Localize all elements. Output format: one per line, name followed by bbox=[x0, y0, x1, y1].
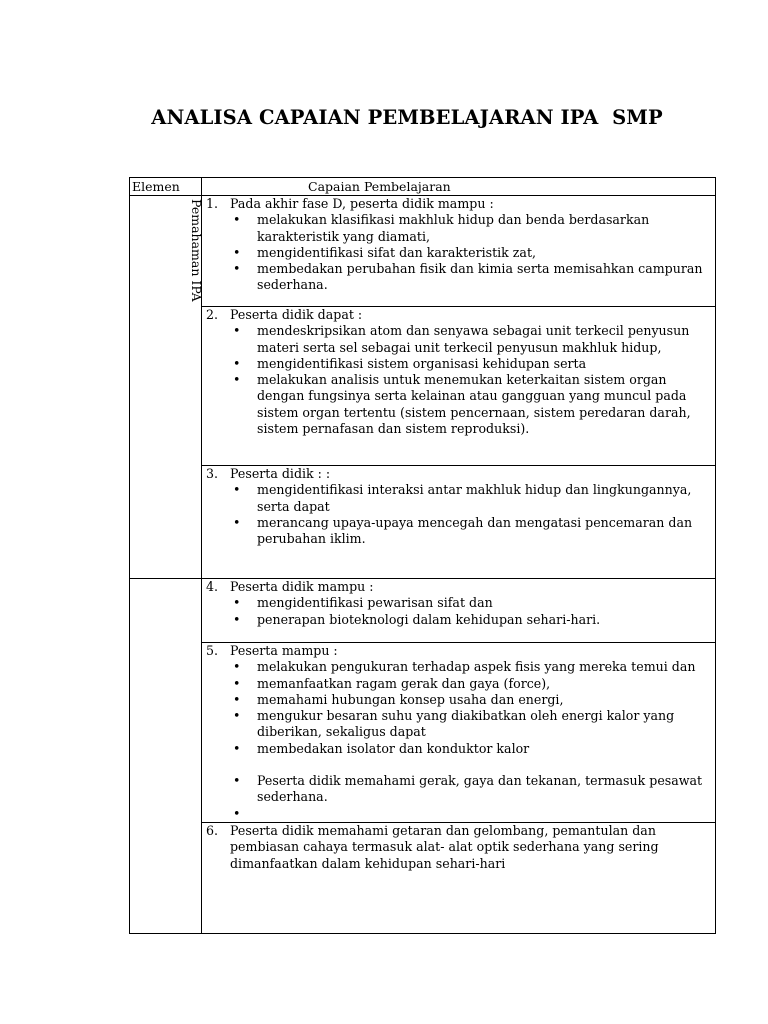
bullet-item bbox=[230, 806, 709, 822]
table-header-row bbox=[130, 178, 716, 196]
element-cell-empty bbox=[130, 579, 202, 934]
bullet-marker: • bbox=[233, 595, 241, 611]
bullet-item bbox=[230, 482, 709, 515]
bullet-text: mengidentifikasi sifat dan karakteristik zat, bbox=[257, 244, 537, 260]
cp-block-1 bbox=[202, 196, 715, 294]
item-number: 2. bbox=[206, 307, 219, 322]
bullet-item bbox=[230, 515, 709, 548]
bullet-list bbox=[206, 482, 709, 547]
item-number: 3. bbox=[206, 466, 219, 481]
bullet-text: melakukan pengukuran terhadap aspek fisis yang mereka temui dan bbox=[257, 659, 696, 675]
cp-block-3 bbox=[202, 466, 715, 547]
cp-cell bbox=[202, 579, 716, 643]
item-lead: Peserta didik mampu : bbox=[230, 579, 374, 594]
bullet-item bbox=[230, 741, 709, 757]
item-number: 5. bbox=[206, 643, 219, 658]
cp-cell bbox=[202, 196, 716, 307]
bullet-marker: • bbox=[233, 675, 241, 691]
table-row bbox=[130, 579, 716, 643]
cp-cell bbox=[202, 307, 716, 466]
bullet-text: membedakan perubahan fisik dan kimia serta memisahkan campuran sederhana. bbox=[257, 261, 703, 293]
bullet-marker: • bbox=[233, 212, 241, 228]
cp-block-6 bbox=[202, 823, 715, 872]
cp-cell bbox=[202, 643, 716, 823]
table-row bbox=[130, 643, 716, 823]
item-lead: Peserta mampu : bbox=[230, 643, 338, 658]
bullet-marker: • bbox=[233, 611, 241, 627]
cp-cell bbox=[202, 466, 716, 579]
table-row bbox=[130, 822, 716, 933]
item-number: 6. bbox=[206, 822, 219, 838]
bullet-text: melakukan klasifikasi makhluk hidup dan benda berdasarkan karakteristik yang diamati, bbox=[257, 212, 650, 244]
bullet-item bbox=[230, 676, 709, 692]
numbered-item bbox=[206, 643, 709, 659]
bullet-item bbox=[230, 245, 709, 261]
bullet-item bbox=[230, 708, 709, 741]
bullet-item bbox=[230, 372, 709, 437]
element-label: Pemahaman IPA bbox=[189, 199, 204, 302]
item-lead: Pada akhir fase D, peserta didik mampu : bbox=[230, 196, 494, 211]
table-row bbox=[130, 307, 716, 466]
bullet-marker: • bbox=[233, 740, 241, 756]
bullet-item bbox=[230, 595, 709, 611]
bullet-item bbox=[230, 356, 709, 372]
header-capaian: Capaian Pembelajaran bbox=[202, 178, 716, 196]
item-lead: Peserta didik : : bbox=[230, 466, 331, 481]
bullet-item bbox=[230, 261, 709, 294]
bullet-text: Peserta didik memahami gerak, gaya dan tekanan, termasuk pesawat sederhana. bbox=[257, 773, 703, 805]
bullet-marker: • bbox=[233, 355, 241, 371]
bullet-list bbox=[206, 773, 709, 822]
numbered-item bbox=[206, 579, 709, 595]
item-lead: Peserta didik memahami getaran dan gelombang, pemantulan dan pembiasan cahaya termasuk alat- alat optik sederhana yang sering dimanfaatkan dalam kehidupan sehari-hari bbox=[230, 822, 659, 871]
cp-block-4 bbox=[202, 579, 715, 628]
bullet-item bbox=[230, 773, 709, 806]
bullet-marker: • bbox=[233, 482, 241, 498]
bullet-text: mengidentifikasi sistem organisasi kehidupan serta bbox=[257, 355, 587, 371]
bullet-marker: • bbox=[233, 323, 241, 339]
bullet-text: mendeskripsikan atom dan senyawa sebagai unit terkecil penyusun materi serta sel sebagai unit terkecil penyusun makhluk hidup, bbox=[257, 323, 690, 355]
bullet-marker: • bbox=[233, 773, 241, 789]
bullet-list bbox=[206, 659, 709, 757]
numbered-item bbox=[206, 196, 709, 212]
bullet-text: mengidentifikasi pewarisan sifat dan bbox=[257, 595, 493, 611]
bullet-text: memanfaatkan ragam gerak dan gaya (force), bbox=[257, 675, 551, 691]
bullet-text: memahami hubungan konsep usaha dan energi, bbox=[257, 691, 564, 707]
cp-block-5 bbox=[202, 643, 715, 822]
header-elemen: Elemen bbox=[130, 178, 202, 196]
document-title: ANALISA CAPAIAN PEMBELAJARAN IPA SMP bbox=[151, 106, 663, 129]
numbered-item bbox=[206, 307, 709, 323]
bullet-text: membedakan isolator dan konduktor kalor bbox=[257, 740, 530, 756]
numbered-item bbox=[206, 823, 709, 872]
cp-block-2 bbox=[202, 307, 715, 437]
bullet-marker: • bbox=[233, 372, 241, 388]
bullet-item bbox=[230, 659, 709, 675]
bullet-text bbox=[257, 806, 709, 822]
bullet-text: melakukan analisis untuk menemukan keterkaitan sistem organ dengan fungsinya serta kelainan atau gangguan yang muncul pada sistem organ tertentu (sistem pencernaan, sistem peredaran darah, sistem pernafasan dan sistem reproduksi). bbox=[257, 372, 691, 437]
item-lead: Peserta didik dapat : bbox=[230, 307, 363, 322]
bullet-list bbox=[206, 323, 709, 437]
bullet-item bbox=[230, 612, 709, 628]
numbered-item bbox=[206, 466, 709, 482]
bullet-text: mengukur besaran suhu yang diakibatkan oleh energi kalor yang diberikan, sekaligus dapat bbox=[257, 708, 675, 740]
bullet-item bbox=[230, 692, 709, 708]
bullet-marker: • bbox=[233, 805, 241, 821]
spacer bbox=[206, 757, 709, 773]
bullet-list bbox=[206, 595, 709, 628]
element-cell-pemahaman bbox=[130, 196, 202, 579]
table-row bbox=[130, 466, 716, 579]
bullet-marker: • bbox=[233, 261, 241, 277]
item-number: 4. bbox=[206, 579, 219, 594]
bullet-text: mengidentifikasi interaksi antar makhluk hidup dan lingkungannya, serta dapat bbox=[257, 482, 692, 514]
bullet-marker: • bbox=[233, 244, 241, 260]
cp-cell bbox=[202, 822, 716, 933]
table-row bbox=[130, 196, 716, 307]
bullet-marker: • bbox=[233, 659, 241, 675]
capaian-table bbox=[129, 177, 716, 934]
bullet-text: penerapan bioteknologi dalam kehidupan sehari-hari. bbox=[257, 611, 601, 627]
bullet-marker: • bbox=[233, 691, 241, 707]
bullet-marker: • bbox=[233, 514, 241, 530]
item-number: 1. bbox=[206, 196, 219, 211]
bullet-item bbox=[230, 212, 709, 245]
bullet-list bbox=[206, 212, 709, 293]
bullet-marker: • bbox=[233, 708, 241, 724]
bullet-item bbox=[230, 323, 709, 356]
bullet-text: merancang upaya-upaya mencegah dan mengatasi pencemaran dan perubahan iklim. bbox=[257, 514, 693, 547]
